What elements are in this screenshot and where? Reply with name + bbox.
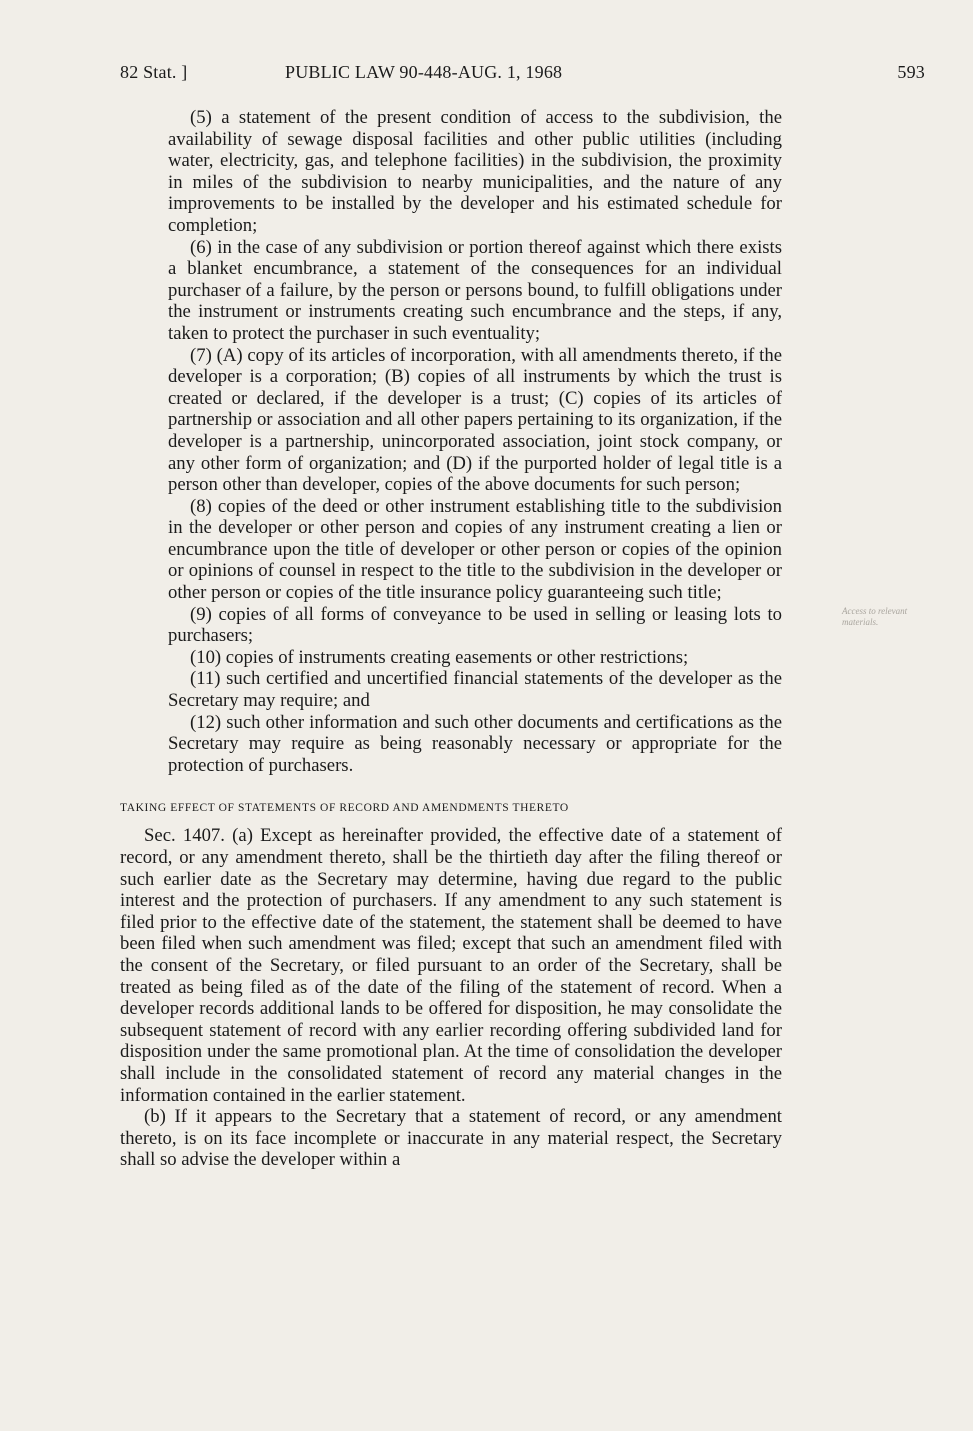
- list-item-11: (11) such certified and uncertified financial statements of the developer as the Secretary may require; and: [168, 668, 782, 712]
- list-item-5: (5) a statement of the present condition of access to the subdivision, the availability of sewage disposal facilities and other public utilities (including water, electricity, gas, and telephone facilities) in the subdivision, the proximity in miles of the subdivision to nearby municipalities, and the nature of any improvements to be installed by the developer and his estimated schedule for completion;: [168, 107, 782, 236]
- list-item-9: (9) copies of all forms of conveyance to be used in selling or leasing lots to purchasers;: [168, 603, 782, 647]
- section-heading: TAKING EFFECT OF STATEMENTS OF RECORD AND AMENDMENTS THERETO: [120, 802, 569, 815]
- running-title: PUBLIC LAW 90-448-AUG. 1, 1968: [285, 62, 563, 82]
- section-1407-a: Sec. 1407. (a) Except as hereinafter provided, the effective date of a statement of record, or any amendment thereto, shall be the thirtieth day after the filing thereof or such earlier date as the Secretary may determine, having due regard to the public interest and the protection of purchasers. If any amendment to any such statement is filed prior to the effective date of the statement, the statement shall be deemed to have been filed when such amendment was filed; except that such an amendment filed with the consent of the Secretary, or filed pursuant to an order of the Secretary, shall be treated as being filed as of the date of the filing of the statement of record. When a developer records additional lands to be offered for disposition, he may consolidate the subsequent statement of record with any earlier recording offering subdivided land for disposition under the same promotional plan. At the time of consolidation the developer shall include in the consolidated statement of record any material changes in the information contained in the earlier statement.: [120, 825, 782, 1106]
- list-item-6: (6) in the case of any subdivision or portion thereof against which there exists a blanket encumbrance, a statement of the consequences for an individual purchaser of a failure, by the person or persons bound, to fulfill obligations under the instrument or instruments creating such encumbrance and the steps, if any, taken to protect the purchaser in such eventuality;: [168, 236, 782, 344]
- page-body: [120, 107, 782, 1171]
- list-item-7: (7) (A) copy of its articles of incorporation, with all amendments thereto, if the developer is a corporation; (B) copies of all instruments by which the trust is created or declared, if the developer is a trust; (C) copies of its articles of partnership or association and all other papers pertaining to its organization, if the developer is a partnership, unincorporated association, joint stock company, or any other form of organization; and (D) if the purported holder of legal title is a person other than developer, copies of the above documents for such person;: [168, 344, 782, 496]
- list-item-10: (10) copies of instruments creating easements or other restrictions;: [190, 646, 689, 668]
- list-item-8: (8) copies of the deed or other instrument establishing title to the subdivision in the developer or other person and copies of any instrument creating a lien or encumbrance upon the title of developer or other person or copies of the opinion or opinions of counsel in respect to the title to the subdivision in the developer or other person or copies of the title insurance policy guaranteeing such title;: [168, 495, 782, 604]
- page-header: [120, 62, 925, 86]
- statute-citation: 82 Stat. ]: [120, 62, 188, 82]
- margin-note: Access to relevant materials.: [842, 606, 908, 627]
- page-number: 593: [897, 62, 925, 82]
- list-item-12: (12) such other information and such other documents and certifications as the Secretary may require as being reasonably necessary or appropriate for the protection of purchasers.: [168, 711, 782, 776]
- section-1407-b: (b) If it appears to the Secretary that a statement of record, or any amendment thereto, is on its face incomplete or inaccurate in any material respect, the Secretary shall so advise the developer within a: [120, 1106, 782, 1171]
